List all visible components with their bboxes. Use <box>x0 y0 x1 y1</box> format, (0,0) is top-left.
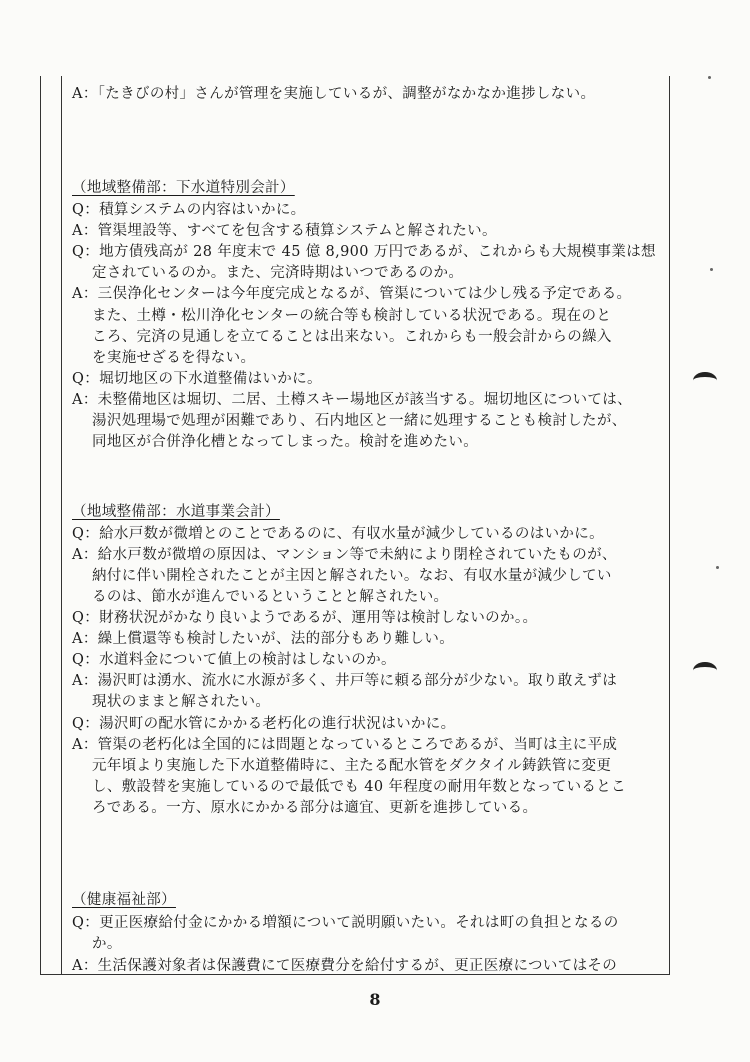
qa-line: 現状のままと解されたい。 <box>92 694 271 710</box>
qa-line: A：未整備地区は堀切、二居、土樽スキー場地区が該当する。堀切地区については、 <box>72 392 632 408</box>
qa-line: A：管渠の老朽化は全国的には問題となっているところであるが、当町は主に平成 <box>72 737 618 753</box>
qa-line: か。 <box>92 936 122 952</box>
qa-line: A：繰上償還等も検討したいが、法的部分もあり難しい。 <box>72 631 455 647</box>
qa-line: Q：給水戸数が微増とのことであるのに、有収水量が減少しているのはいかに。 <box>72 526 604 542</box>
qa-line: A：三俣浄化センターは今年度完成となるが、管渠については少し残る予定である。 <box>72 286 632 302</box>
qa-line: ころ、完済の見通しを立てることは出来ない。これからも一般会計からの繰入 <box>92 329 612 345</box>
qa-line: 湯沢処理場で処理が困難であり、石内地区と一緒に処理することも検討したが、 <box>92 413 627 429</box>
qa-line: Q：積算システムの内容はいかに。 <box>72 202 306 218</box>
scan-speck <box>708 76 711 79</box>
qa-line: A：給水戸数が微増の原因は、マンション等で未納により閉栓されていたものが、 <box>72 547 617 563</box>
qa-line: A：湯沢町は湧水、流水に水源が多く、井戸等に頼る部分が少ない。取り敢えずは <box>72 673 618 689</box>
scan-speck <box>716 566 719 569</box>
page-number: 8 <box>369 990 381 1009</box>
qa-line: 定されているのか。また、完済時期はいつであるのか。 <box>92 265 464 281</box>
qa-line: Q：更正医療給付金にかかる増額について説明願いたい。それは町の負担となるの <box>72 915 619 931</box>
qa-line: Q：湯沢町の配水管にかかる老朽化の進行状況はいかに。 <box>72 716 456 732</box>
section-heading-sewer: （地域整備部：下水道特別会計） <box>72 180 295 196</box>
qa-line: Q：水道料金について値上の検討はしないのか。 <box>72 652 396 668</box>
top-answer: A：「たきびの村」さんが管理を実施しているが、調整がなかなか進捗しない。 <box>72 86 596 102</box>
qa-line: Q：財務状況がかなり良いようであるが、運用等は検討しないのか。。 <box>72 610 538 626</box>
qa-line: し、敷設替を実施しているので最低でも 40 年程度の耐用年数となっているとこ <box>92 779 626 795</box>
qa-line: 同地区が合併浄化槽となってしまった。検討を進めたい。 <box>92 434 479 450</box>
qa-line: を実施せざるを得ない。 <box>92 350 256 366</box>
qa-line: A：生活保護対象者は保護費にて医療費分を給付するが、更正医療についてはその <box>72 958 618 974</box>
qa-line: るのは、節水が進んでいるということと解されたい。 <box>92 589 449 605</box>
qa-line: 納付に伴い開栓されたことが主因と解されたい。なお、有収水量が減少してい <box>92 568 612 584</box>
table-inner-rule <box>61 76 62 974</box>
punch-hole-mark <box>693 662 717 679</box>
qa-line: また、土樽・松川浄化センターの統合等も検討している状況である。現在のと <box>92 308 612 324</box>
section-heading-welfare: （健康福祉部） <box>72 892 176 908</box>
scan-speck <box>710 268 713 271</box>
qa-line: A：管渠埋設等、すべてを包含する積算システムと解されたい。 <box>72 223 497 239</box>
qa-line: 元年頃より実施した下水道整備時に、主たる配水管をダクタイル鋳鉄管に変更 <box>92 758 612 774</box>
section-heading-water: （地域整備部：水道事業会計） <box>72 504 280 520</box>
qa-line: Q：堀切地区の下水道整備はいかに。 <box>72 371 322 387</box>
punch-hole-mark <box>693 372 717 389</box>
qa-line: ろである。一方、原水にかかる部分は適宜、更新を進捗している。 <box>92 800 538 816</box>
qa-line: Q：地方債残高が 28 年度末で 45 億 8,900 万円であるが、これからも大規模事業は想 <box>72 244 656 260</box>
